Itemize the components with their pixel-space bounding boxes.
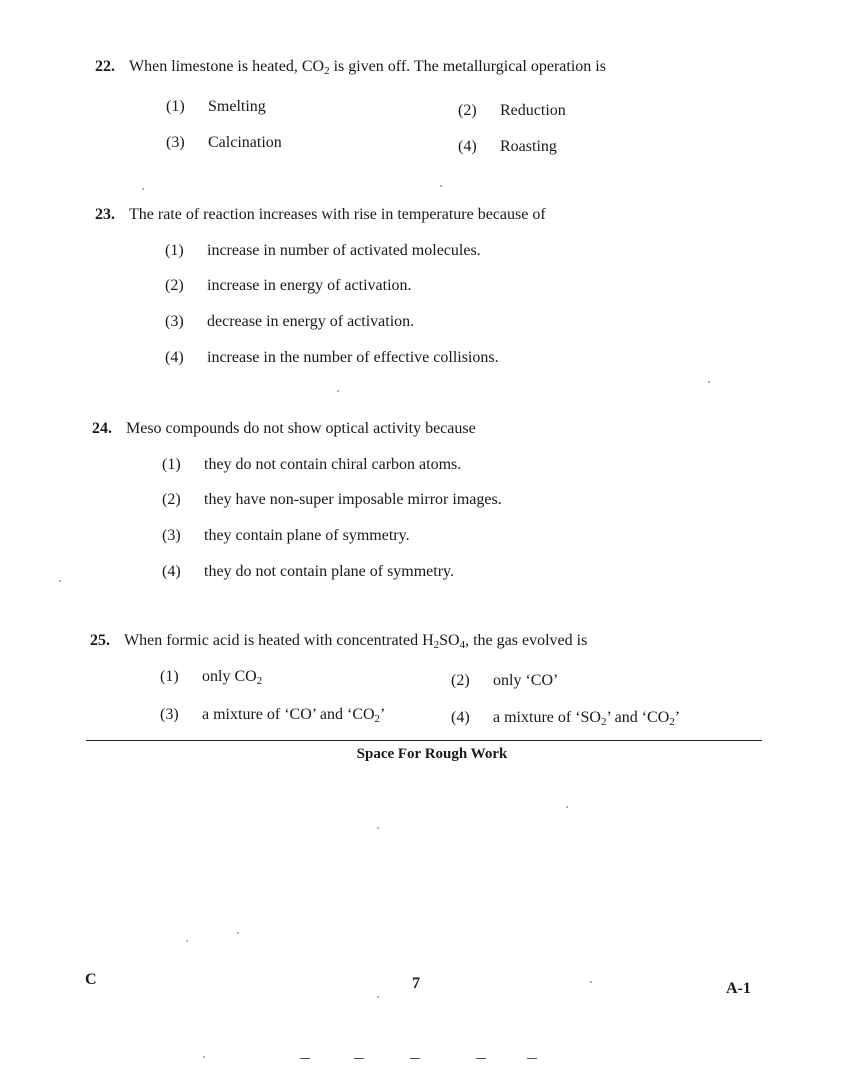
question-stem: 22. When limestone is heated, $CO_2$ is given off. The metallurgical operation is <box>95 58 606 77</box>
scan-dot <box>142 188 144 190</box>
scan-mark <box>476 1058 486 1059</box>
scan-dot <box>440 185 442 187</box>
question-number: 23. <box>95 206 115 223</box>
option-3[interactable]: (3) they contain plane of symmetry. <box>162 527 410 544</box>
scan-dot <box>186 940 188 942</box>
scan-mark <box>300 1058 310 1059</box>
option-2[interactable]: (2) increase in energy of activation. <box>165 277 412 294</box>
scan-dot <box>377 996 379 998</box>
scan-mark <box>354 1058 364 1059</box>
page-number: 7 <box>412 975 420 992</box>
scan-mark <box>410 1058 420 1059</box>
option-1[interactable]: (1) Smelting <box>166 98 266 115</box>
question-number: 25. <box>90 632 110 649</box>
option-3[interactable]: (3) Calcination <box>166 134 282 151</box>
scan-dot <box>203 1056 205 1058</box>
option-4[interactable]: (4) they do not contain plane of symmetry. <box>162 563 455 580</box>
footer-version: C <box>85 971 97 988</box>
scan-dot <box>237 932 239 934</box>
option-1[interactable]: (1) only $CO_2$ <box>160 668 263 687</box>
scan-dot <box>337 390 339 392</box>
option-3[interactable]: (3) a mixture of ‘CO’ and ‘$CO_2$’ <box>160 706 386 725</box>
scan-mark <box>527 1058 537 1059</box>
option-1[interactable]: (1) they do not contain chiral carbon atoms. <box>162 456 462 473</box>
question-number: 24. <box>92 420 112 437</box>
scan-dot <box>377 827 379 829</box>
option-2[interactable]: (2) only ‘CO’ <box>451 672 559 689</box>
divider-line <box>86 740 762 741</box>
question-stem: 25. When formic acid is heated with concentrated $H_2SO_4$, the gas evolved is <box>90 632 588 651</box>
question-number: 22. <box>95 58 115 75</box>
question-stem: 23. The rate of reaction increases with rise in temperature because of <box>95 206 546 223</box>
scan-dot <box>590 981 592 983</box>
question-stem: 24. Meso compounds do not show optical activity because <box>92 420 476 437</box>
rough-work-heading: Space For Rough Work <box>356 746 508 762</box>
option-1[interactable]: (1) increase in number of activated molecules. <box>165 242 481 259</box>
scan-dot <box>59 580 61 582</box>
option-4[interactable]: (4) increase in the number of effective collisions. <box>165 349 499 366</box>
scan-dot <box>566 806 568 808</box>
option-2[interactable]: (2) Reduction <box>458 102 566 119</box>
scan-dot <box>708 381 710 383</box>
option-2[interactable]: (2) they have non-super imposable mirror images. <box>162 491 502 508</box>
option-4[interactable]: (4) Roasting <box>458 138 557 155</box>
option-3[interactable]: (3) decrease in energy of activation. <box>165 313 415 330</box>
option-4[interactable]: (4) a mixture of ‘$SO_2$’ and ‘$CO_2$’ <box>451 709 681 728</box>
footer-code: A-1 <box>726 980 751 997</box>
